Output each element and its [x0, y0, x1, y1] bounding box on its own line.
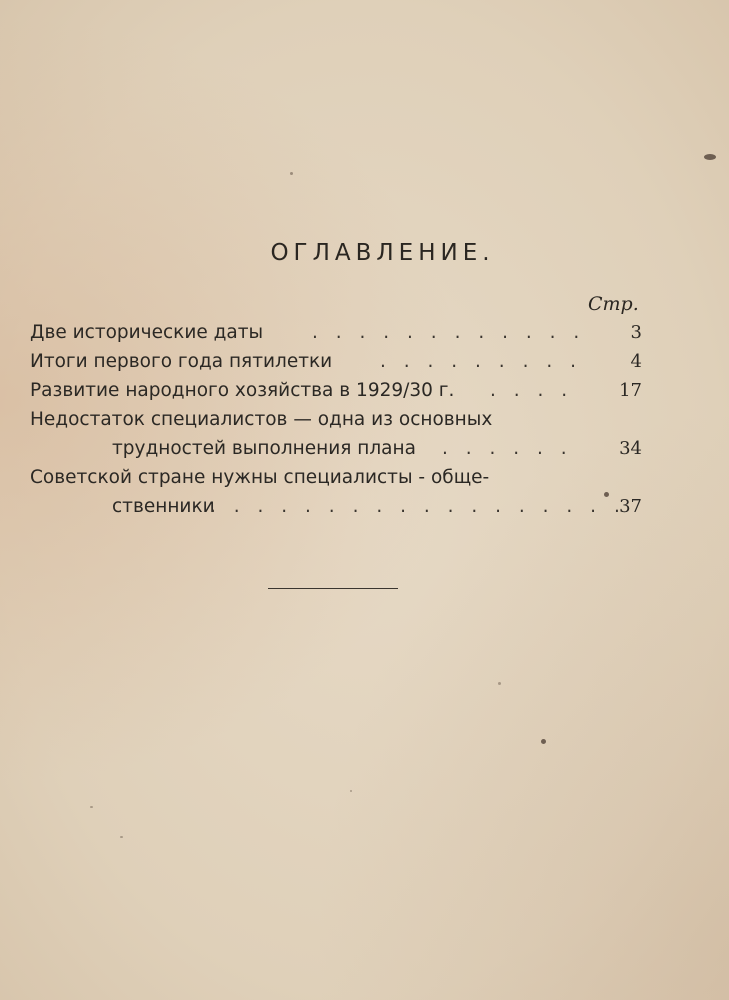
toc-entry	[30, 463, 642, 492]
toc-entry-title-cont: ственники	[112, 496, 215, 517]
leader-dots: . . . . . .	[442, 438, 573, 459]
toc-entry-continuation	[30, 434, 642, 463]
paper-speck	[90, 806, 93, 808]
paper-speck	[541, 739, 546, 744]
toc-entry	[30, 376, 642, 405]
toc-entry-title: Развитие народного хозяйства в 1929/30 г.	[30, 380, 455, 401]
leader-dots: . . . .	[490, 380, 574, 401]
toc-entry-page: 37	[619, 496, 642, 517]
paper-speck	[350, 790, 352, 792]
toc-entry-page: 4	[630, 351, 642, 372]
toc-entry-title-cont: трудностей выполнения плана	[112, 438, 416, 459]
paper-speck	[498, 682, 501, 685]
toc-entry-title: Советской стране нужны специалисты - обще-	[30, 467, 490, 488]
leader-dots: . . . . . . . . . . . .	[312, 322, 586, 343]
toc-entry-title: Итоги первого года пятилетки	[30, 351, 333, 372]
toc-entry	[30, 405, 642, 434]
toc-entry	[30, 347, 642, 376]
toc-entry-page: 3	[630, 322, 642, 343]
leader-dots: . . . . . . . . .	[380, 351, 582, 372]
toc-entry-page: 17	[619, 380, 642, 401]
section-divider	[268, 588, 398, 589]
toc-entry-continuation	[30, 492, 642, 521]
paper-speck	[704, 154, 716, 160]
toc-entry-title: Недостаток специалистов — одна из основных	[30, 409, 493, 430]
toc-entry-page: 34	[619, 438, 642, 459]
paper-speck	[120, 836, 123, 838]
leader-dots: . . . . . . . . . . . . . . . . . .	[210, 496, 626, 517]
page-title: ОГЛАВЛЕНИЕ.	[270, 240, 495, 266]
paper-speck	[290, 172, 293, 175]
toc-entry-title: Две исторические даты	[30, 322, 264, 343]
toc-entry	[30, 318, 642, 347]
page-column-label: Стр.	[588, 293, 639, 315]
table-of-contents	[30, 318, 642, 521]
